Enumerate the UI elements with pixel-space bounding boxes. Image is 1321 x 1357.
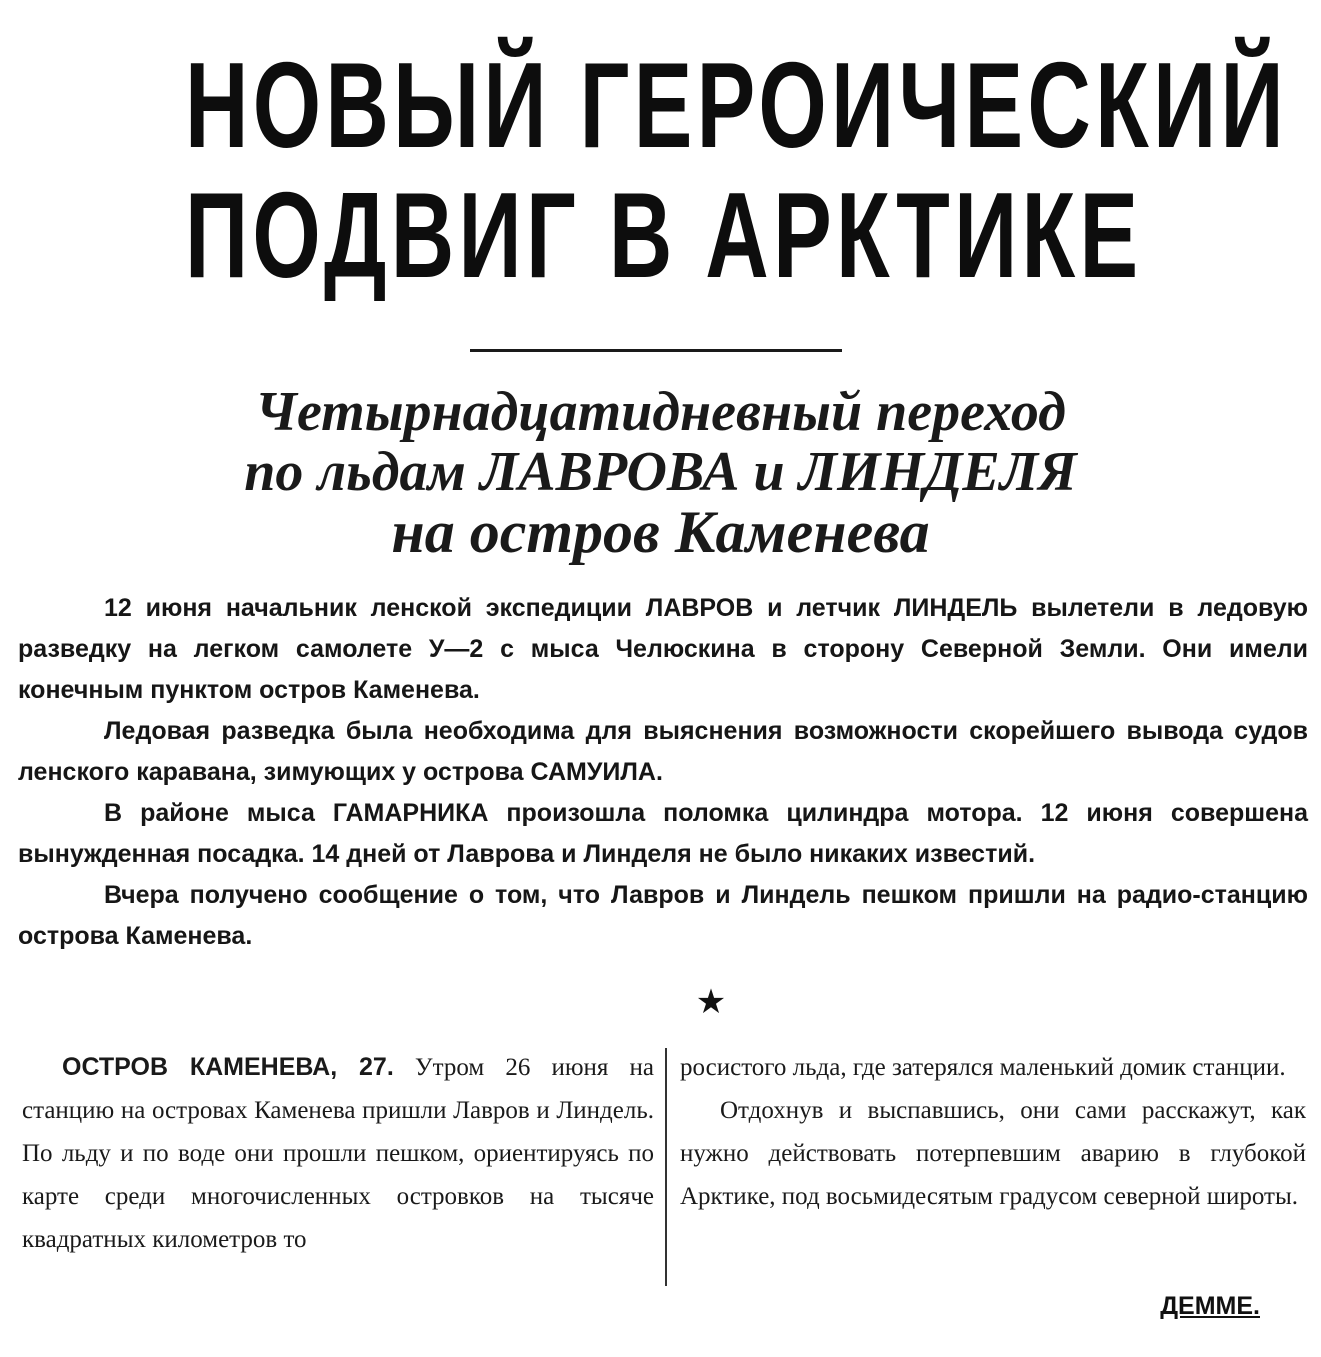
intro-paragraph-2: Ледовая разведка была необходима для выяснения возможности скорейшего вывода судов ленского каравана, зимующих у острова САМУИЛА. [18, 717, 1308, 786]
column-divider [665, 1048, 667, 1286]
subheadline-line-3: на остров Каменева [391, 499, 930, 565]
article-right-paragraph-1: росистого льда, где затерялся маленький домик станции. [680, 1054, 1286, 1081]
intro-paragraph-3: В районе мыса ГАМАРНИКА произошла поломка цилиндра мотора. 12 июня совершена вынужденная посадка. 14 дней от Лаврова и Линделя не было никаких известий. [18, 799, 1308, 868]
article-left-paragraph [22, 1046, 654, 1261]
article-right-paragraph-2: Отдохнув и выспавшись, они сами расскажут, как нужно действовать потерпевшим аварию в глубокой Арктике, под восьмидесятым градусом северной широты. [680, 1097, 1306, 1210]
subheadline-line-1: Четырнадцатидневный переход [255, 381, 1066, 443]
headline-line-2: ПОДВИГ В АРКТИКЕ [184, 167, 1143, 303]
intro-paragraph-4: Вчера получено сообщение о том, что Лавров и Линдель пешком пришли на радио-станцию острова Каменева. [18, 881, 1308, 950]
author-signature: ДЕММЕ. [1160, 1292, 1260, 1320]
article-left-text: Утром 26 июня на станцию на островах Каменева пришли Лавров и Линдель. По льду и по воде они прошли пешком, ориентируясь по карте среди многочисленных островков на тысяче квадратных километров то [22, 1054, 654, 1253]
subheadline-line-2: по льдам ЛАВРОВА и ЛИНДЕЛЯ [244, 441, 1077, 503]
article-left-column [22, 1046, 654, 1261]
headline-line-1: НОВЫЙ ГЕРОИЧЕСКИЙ [184, 37, 1289, 173]
article-right-column [680, 1046, 1306, 1218]
article-dateline: ОСТРОВ КАМЕНЕВА, 27. [62, 1053, 394, 1081]
star-separator: ★ [695, 982, 727, 1022]
headline [184, 37, 1289, 303]
intro-paragraph-1: 12 июня начальник ленской экспедиции ЛАВРОВ и летчик ЛИНДЕЛЬ вылетели в ледовую разведку на легком самолете У—2 с мыса Челюскина в сторону Северной Земли. Они имели конечным пунктом остров Каменева. [18, 594, 1308, 704]
subheadline [0, 381, 1321, 565]
headline-divider [470, 349, 842, 352]
intro-text [18, 588, 1308, 957]
